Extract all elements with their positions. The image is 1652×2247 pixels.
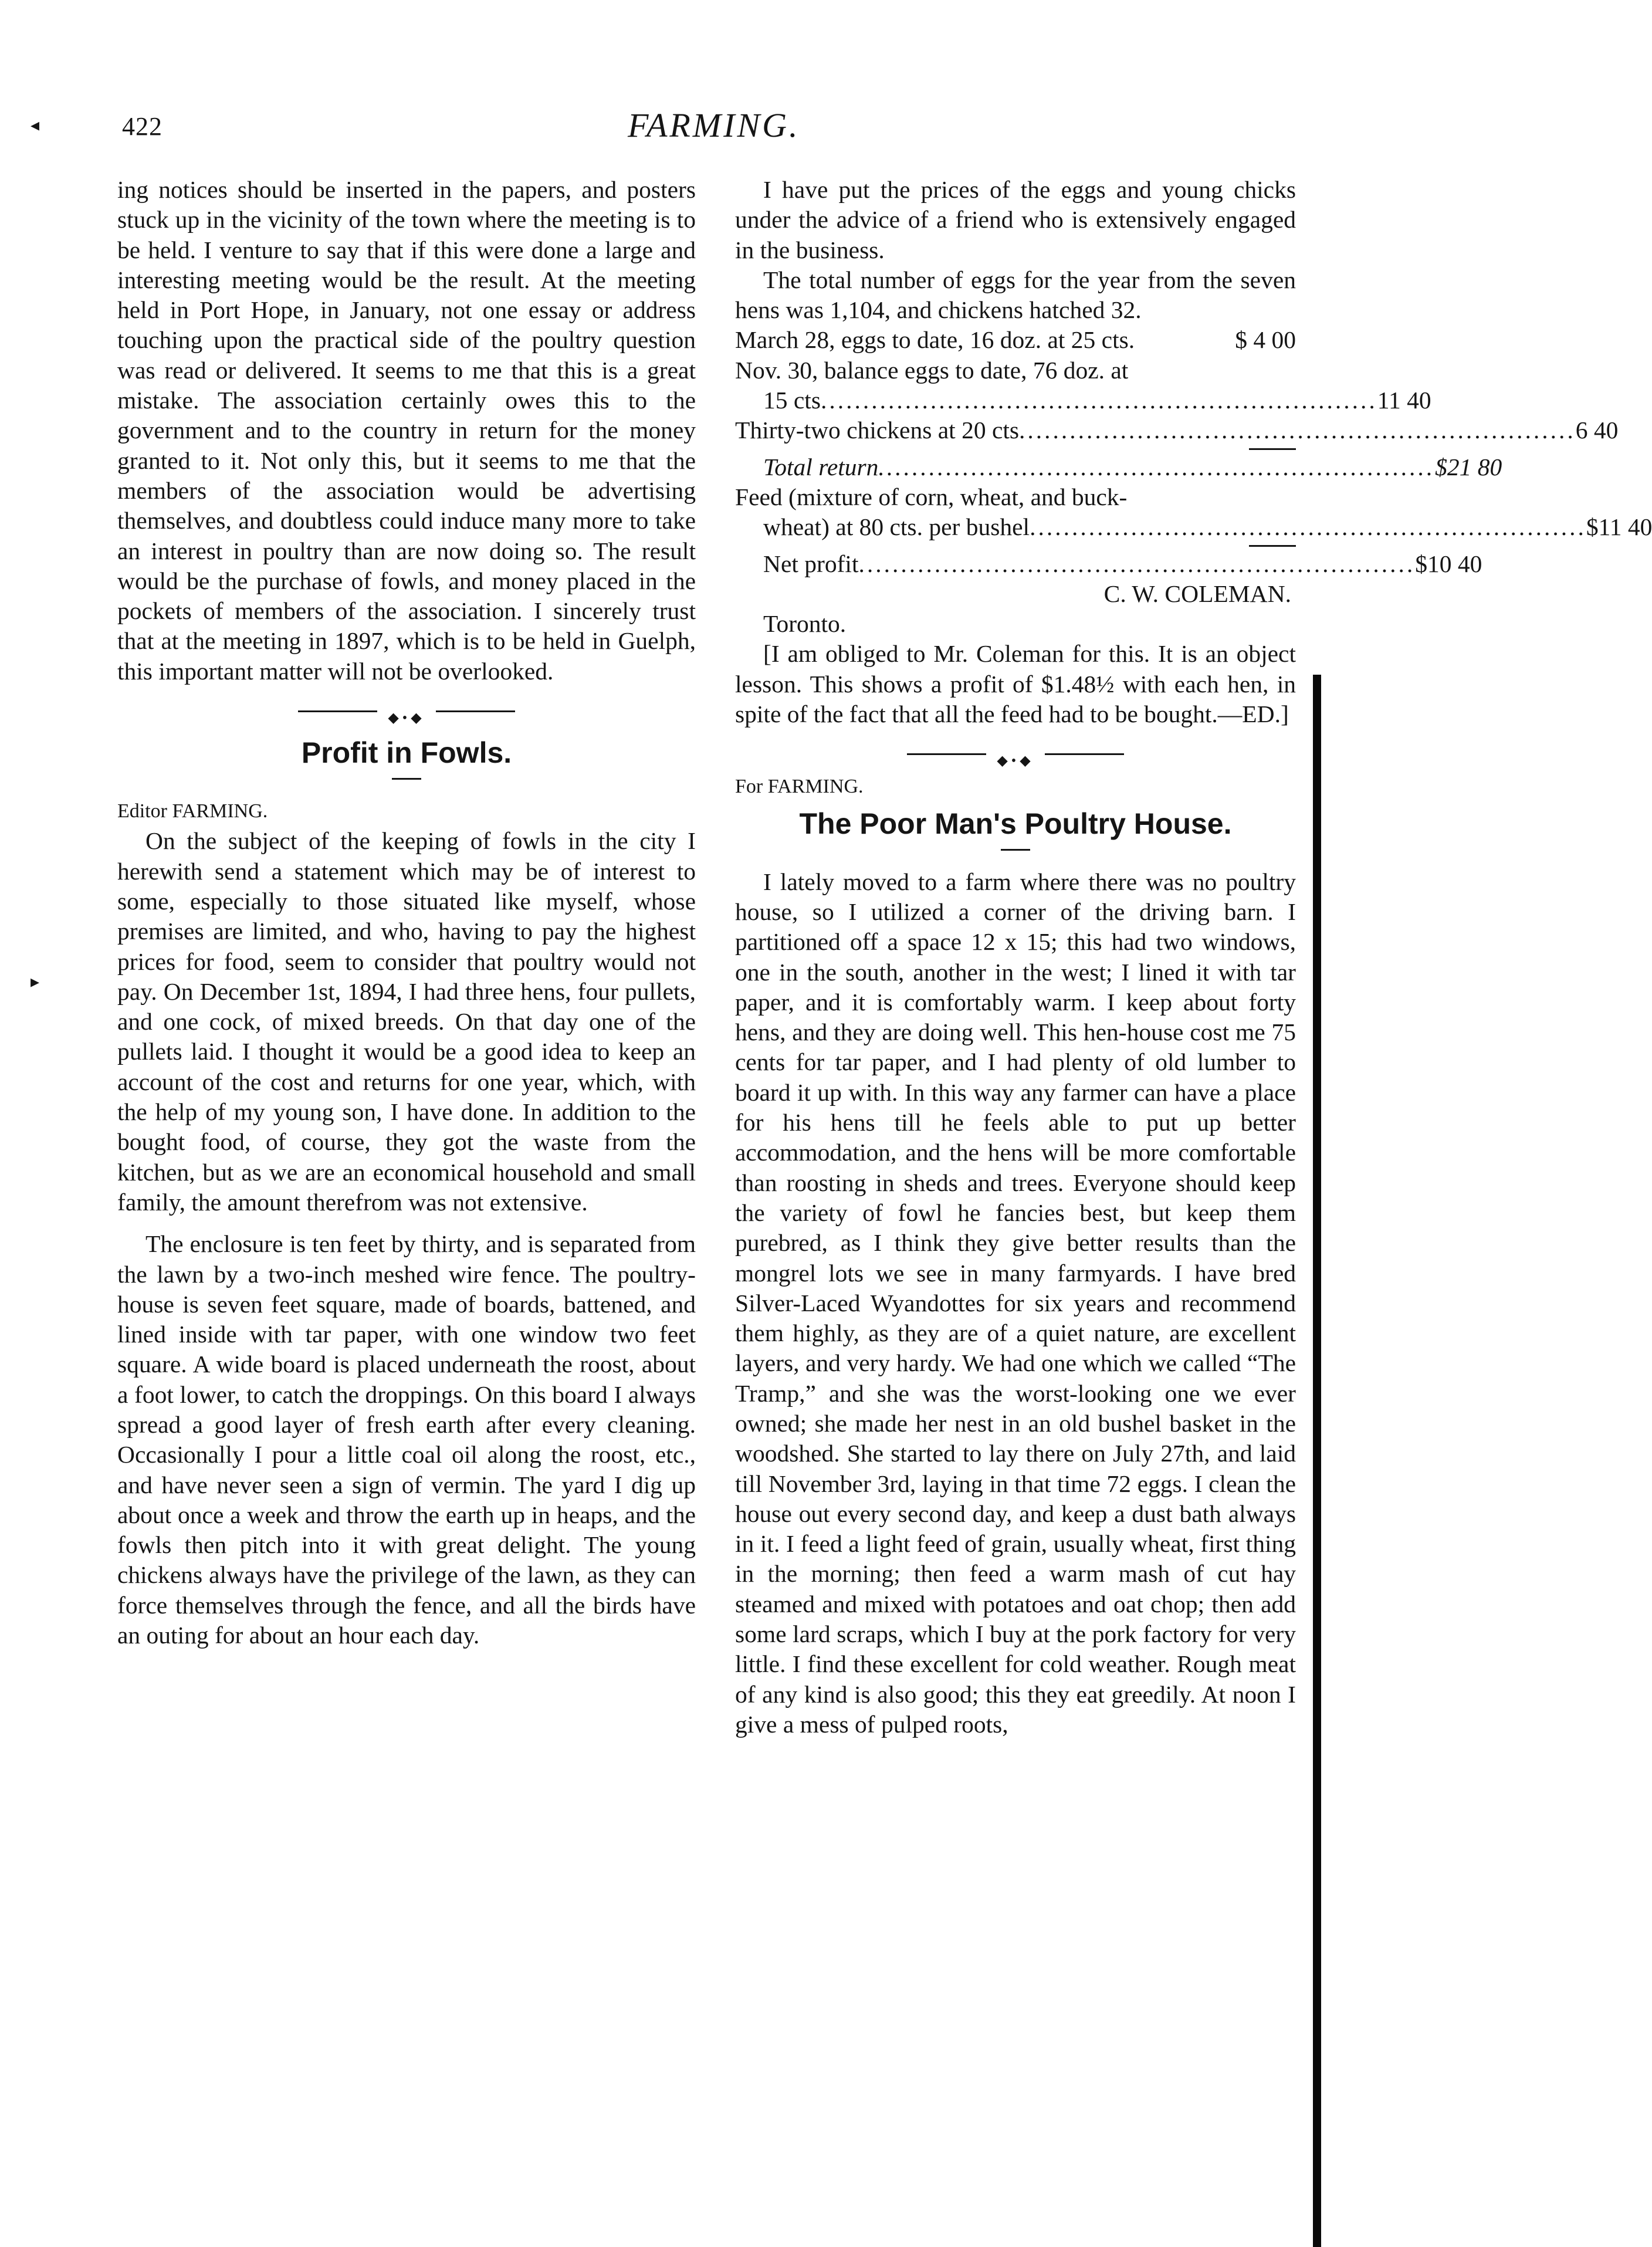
salutation: Editor FARMING. <box>117 800 268 823</box>
margin-mark: ▸ <box>31 972 40 991</box>
ledger-total-row: Total return .................................................................. $21 80 <box>763 453 1502 480</box>
ledger-row-continued: wheat) at 80 cts. per bushel .................................................................. $11 40 <box>763 513 1652 541</box>
body-paragraph: The enclosure is ten feet by thirty, and is separated from the lawn by a two-inch meshed wire fence. The poultry-house is seven feet square, made of boards, battened, and lined inside with tar paper, with one window two feet square. A wide board is placed underneath the roost, about a foot lower, to catch the droppings. On this board I always spread a good layer of fresh earth after every cleaning. Occasionally I pour a little coal oil along the roost, etc., and have never seen a sign of vermin. The yard I dig up about once a week and throw the earth up in heaps, and the fowls then pitch into it with great delight. The young chickens always have the privilege of the lawn, as they can force themselves through the fence, and all the birds have an outing for about an hour each day. <box>117 1230 696 1649</box>
article-title: The Poor Man's Poultry House. <box>799 807 1232 840</box>
editor-note: [I am obliged to Mr. Coleman for this. It is an object lesson. This shows a profit of $1.48½ with each hen, in spite of the fact that all the feed had to be bought.—ED.] <box>735 640 1296 728</box>
kicker: For FARMING. <box>735 776 864 798</box>
margin-mark: ◂ <box>31 116 40 135</box>
title-dash <box>392 778 421 780</box>
signature: C. W. COLEMAN. <box>1103 580 1291 607</box>
section-divider: ◆•◆ <box>117 699 696 723</box>
ledger-row: Feed (mixture of corn, wheat, and buck- <box>735 483 1128 510</box>
ledger-net-row: Net profit .................................................................. $10 40 <box>763 550 1482 577</box>
binding-edge <box>1313 675 1321 2247</box>
body-paragraph: On the subject of the keeping of fowls in the city I herewith send a statement which may be of interest to some, especially to those situated like myself, whose premises are limited, and who, having to pay the highest prices for food, seem to consider that poultry would not pay. On December 1st, 1894, I had three hens, four pullets, and one cock, of mixed breeds. On that day one of the pullets laid. I thought it would be a good idea to keep an account of the cost and returns for one year, which, with the help of my young son, I have done. In addition to the bought food, of course, they got the waste from the kitchen, but as we are an economical household and small family, the amount therefrom was not extensive. <box>117 827 696 1216</box>
place: Toronto. <box>763 610 847 638</box>
section-divider: ◆•◆ <box>735 742 1296 766</box>
body-paragraph: I have put the prices of the eggs and young chicks under the advice of a friend who is extensively engaged in the business. <box>735 176 1296 263</box>
ledger-row-continued: 15 cts .................................................................. 11 40 <box>763 387 1431 414</box>
running-title: FARMING. <box>628 106 800 144</box>
ledger-row: Nov. 30, balance eggs to date, 76 doz. at <box>735 356 1129 384</box>
body-paragraph: The total number of eggs for the year from the seven hens was 1,104, and chickens hatched 32. <box>735 266 1296 324</box>
article-title: Profit in Fowls. <box>301 736 512 770</box>
right-column <box>735 175 1652 1740</box>
ledger <box>735 325 1652 578</box>
page-number: 422 <box>122 112 163 141</box>
ledger-row: March 28, eggs to date, 16 doz. at 25 cts. $ 4 00 <box>735 326 1296 354</box>
sum-rule <box>1249 545 1296 547</box>
left-column <box>117 175 696 1650</box>
body-paragraph: I lately moved to a farm where there was no poultry house, so I utilized a corner of the driving barn. I partitioned off a space 12 x 15; this had two windows, one in the south, another in the west; I lined it with tar paper, and it is comfortably warm. I keep about forty hens, and they are doing well. This hen-house cost me 75 cents for tar paper, and I had plenty of old lumber to board it up with. In this way any farmer can have a place for his hens till he feels able to put up better accommodation, and the hens will be more comfortable than roosting in sheds and trees. Everyone should keep the variety of fowl he fancies best, but keep them purebred, as I think they give better results than the mongrel lots we see in many farmyards. I have bred Silver-Laced Wyandottes for six years and recommend them highly, as they are of a quiet nature, are excellent layers, and very hardy. We had one which we called “The Tramp,” and she was the worst-looking one we ever owned; she made her nest in an old bushel basket in the woodshed. She started to lay there on July 27th, and laid till November 3rd, laying in that time 72 eggs. I clean the house out every second day, and keep a dust bath always in it. I feed a light feed of grain, usually wheat, first thing in the morning; then feed a warm mash of cut hay steamed and mixed with potatoes and oat chop; then add some lard scraps, which I buy at the pork factory for very little. I find these excellent for cold weather. Rough meat of any kind is also good; this they eat greedily. At noon I give a mess of pulped roots, <box>735 868 1296 1738</box>
intro-paragraph: ing notices should be inserted in the papers, and posters stuck up in the vicinity of the town where the meeting is to be held. I venture to say that if this were done a large and interesting meeting would be the result. At the meeting held in Port Hope, in January, not one essay or address touching upon the practical side of the poultry question was read or delivered. It seems to me that this is a great mistake. The association certainly owes this to the government and to the country in return for the money granted to it. Not only this, but it seems to me that the members of the association would be advertising themselves, and doubtless could induce many more to take an interest in poultry than are now doing so. The result would be the purchase of fowls, and money placed in the pockets of members of the association. I sincerely trust that at the meeting in 1897, which is to be held in Guelph, this important matter will not be overlooked. <box>117 176 696 685</box>
title-dash <box>1001 849 1030 851</box>
ledger-row: Thirty-two chickens at 20 cts .................................................................. 6 40 <box>735 417 1619 444</box>
sum-rule <box>1249 448 1296 450</box>
